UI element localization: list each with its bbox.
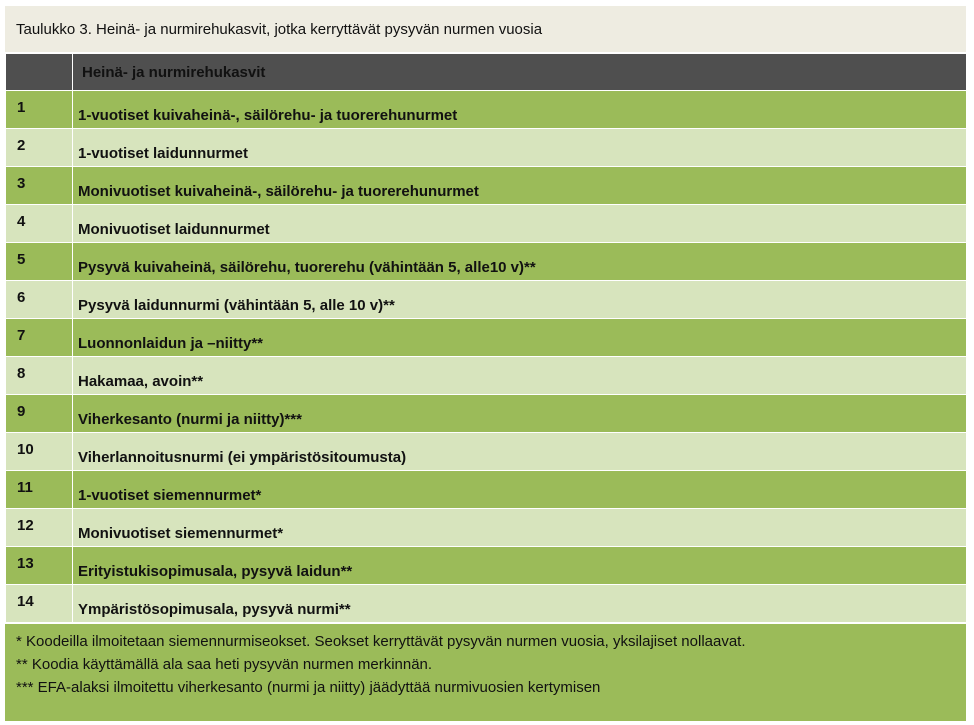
header-number-cell bbox=[6, 54, 73, 91]
table-row bbox=[6, 509, 967, 547]
row-label: Monivuotiset laidunnurmet bbox=[73, 205, 967, 243]
table-row bbox=[6, 395, 967, 433]
row-label: Luonnonlaidun ja –niitty** bbox=[73, 319, 967, 357]
row-number: 5 bbox=[6, 243, 73, 281]
row-label: 1-vuotiset kuivaheinä-, säilörehu- ja tuorerehunurmet bbox=[73, 91, 967, 129]
table-caption: Taulukko 3. Heinä- ja nurmirehukasvit, jotka kerryttävät pysyvän nurmen vuosia bbox=[5, 6, 966, 53]
footnote: * Koodeilla ilmoitetaan siemennurmiseokset. Seokset kerryttävät pysyvän nurmen vuosia, yksilajiset nollaavat. bbox=[16, 633, 746, 650]
row-label: Monivuotiset kuivaheinä-, säilörehu- ja tuorerehunurmet bbox=[73, 167, 967, 205]
table-row bbox=[6, 205, 967, 243]
header-label-cell: Heinä- ja nurmirehukasvit bbox=[73, 54, 967, 91]
row-label: Hakamaa, avoin** bbox=[73, 357, 967, 395]
row-number: 1 bbox=[6, 91, 73, 129]
row-label: Viherlannoitusnurmi (ei ympäristösitoumusta) bbox=[73, 433, 967, 471]
row-label: Pysyvä kuivaheinä, säilörehu, tuorerehu (vähintään 5, alle10 v)** bbox=[73, 243, 967, 281]
row-number: 4 bbox=[6, 205, 73, 243]
table-row bbox=[6, 129, 967, 167]
row-number: 13 bbox=[6, 547, 73, 585]
row-number: 7 bbox=[6, 319, 73, 357]
data-table bbox=[5, 53, 967, 623]
row-number: 12 bbox=[6, 509, 73, 547]
table-row bbox=[6, 357, 967, 395]
row-label: Viherkesanto (nurmi ja niitty)*** bbox=[73, 395, 967, 433]
row-number: 10 bbox=[6, 433, 73, 471]
table-row bbox=[6, 319, 967, 357]
table-frame bbox=[5, 6, 966, 721]
row-number: 2 bbox=[6, 129, 73, 167]
table-header-row bbox=[6, 54, 967, 91]
table-footnotes bbox=[5, 623, 966, 721]
row-label: 1-vuotiset laidunnurmet bbox=[73, 129, 967, 167]
footnote: *** EFA-alaksi ilmoitettu viherkesanto (nurmi ja niitty) jäädyttää nurmivuosien kertymisen bbox=[16, 679, 601, 696]
table-row bbox=[6, 167, 967, 205]
row-number: 9 bbox=[6, 395, 73, 433]
row-label: Monivuotiset siemennurmet* bbox=[73, 509, 967, 547]
row-label: 1-vuotiset siemennurmet* bbox=[73, 471, 967, 509]
row-label: Erityistukisopimusala, pysyvä laidun** bbox=[73, 547, 967, 585]
row-label: Ympäristösopimusala, pysyvä nurmi** bbox=[73, 585, 967, 623]
table-row bbox=[6, 471, 967, 509]
table-row bbox=[6, 585, 967, 623]
table-row bbox=[6, 243, 967, 281]
row-number: 6 bbox=[6, 281, 73, 319]
row-number: 14 bbox=[6, 585, 73, 623]
table-row bbox=[6, 433, 967, 471]
footnote: ** Koodia käyttämällä ala saa heti pysyvän nurmen merkinnän. bbox=[16, 656, 433, 673]
table-row bbox=[6, 547, 967, 585]
row-number: 11 bbox=[6, 471, 73, 509]
row-label: Pysyvä laidunnurmi (vähintään 5, alle 10 v)** bbox=[73, 281, 967, 319]
row-number: 8 bbox=[6, 357, 73, 395]
row-number: 3 bbox=[6, 167, 73, 205]
table-row bbox=[6, 91, 967, 129]
table-row bbox=[6, 281, 967, 319]
